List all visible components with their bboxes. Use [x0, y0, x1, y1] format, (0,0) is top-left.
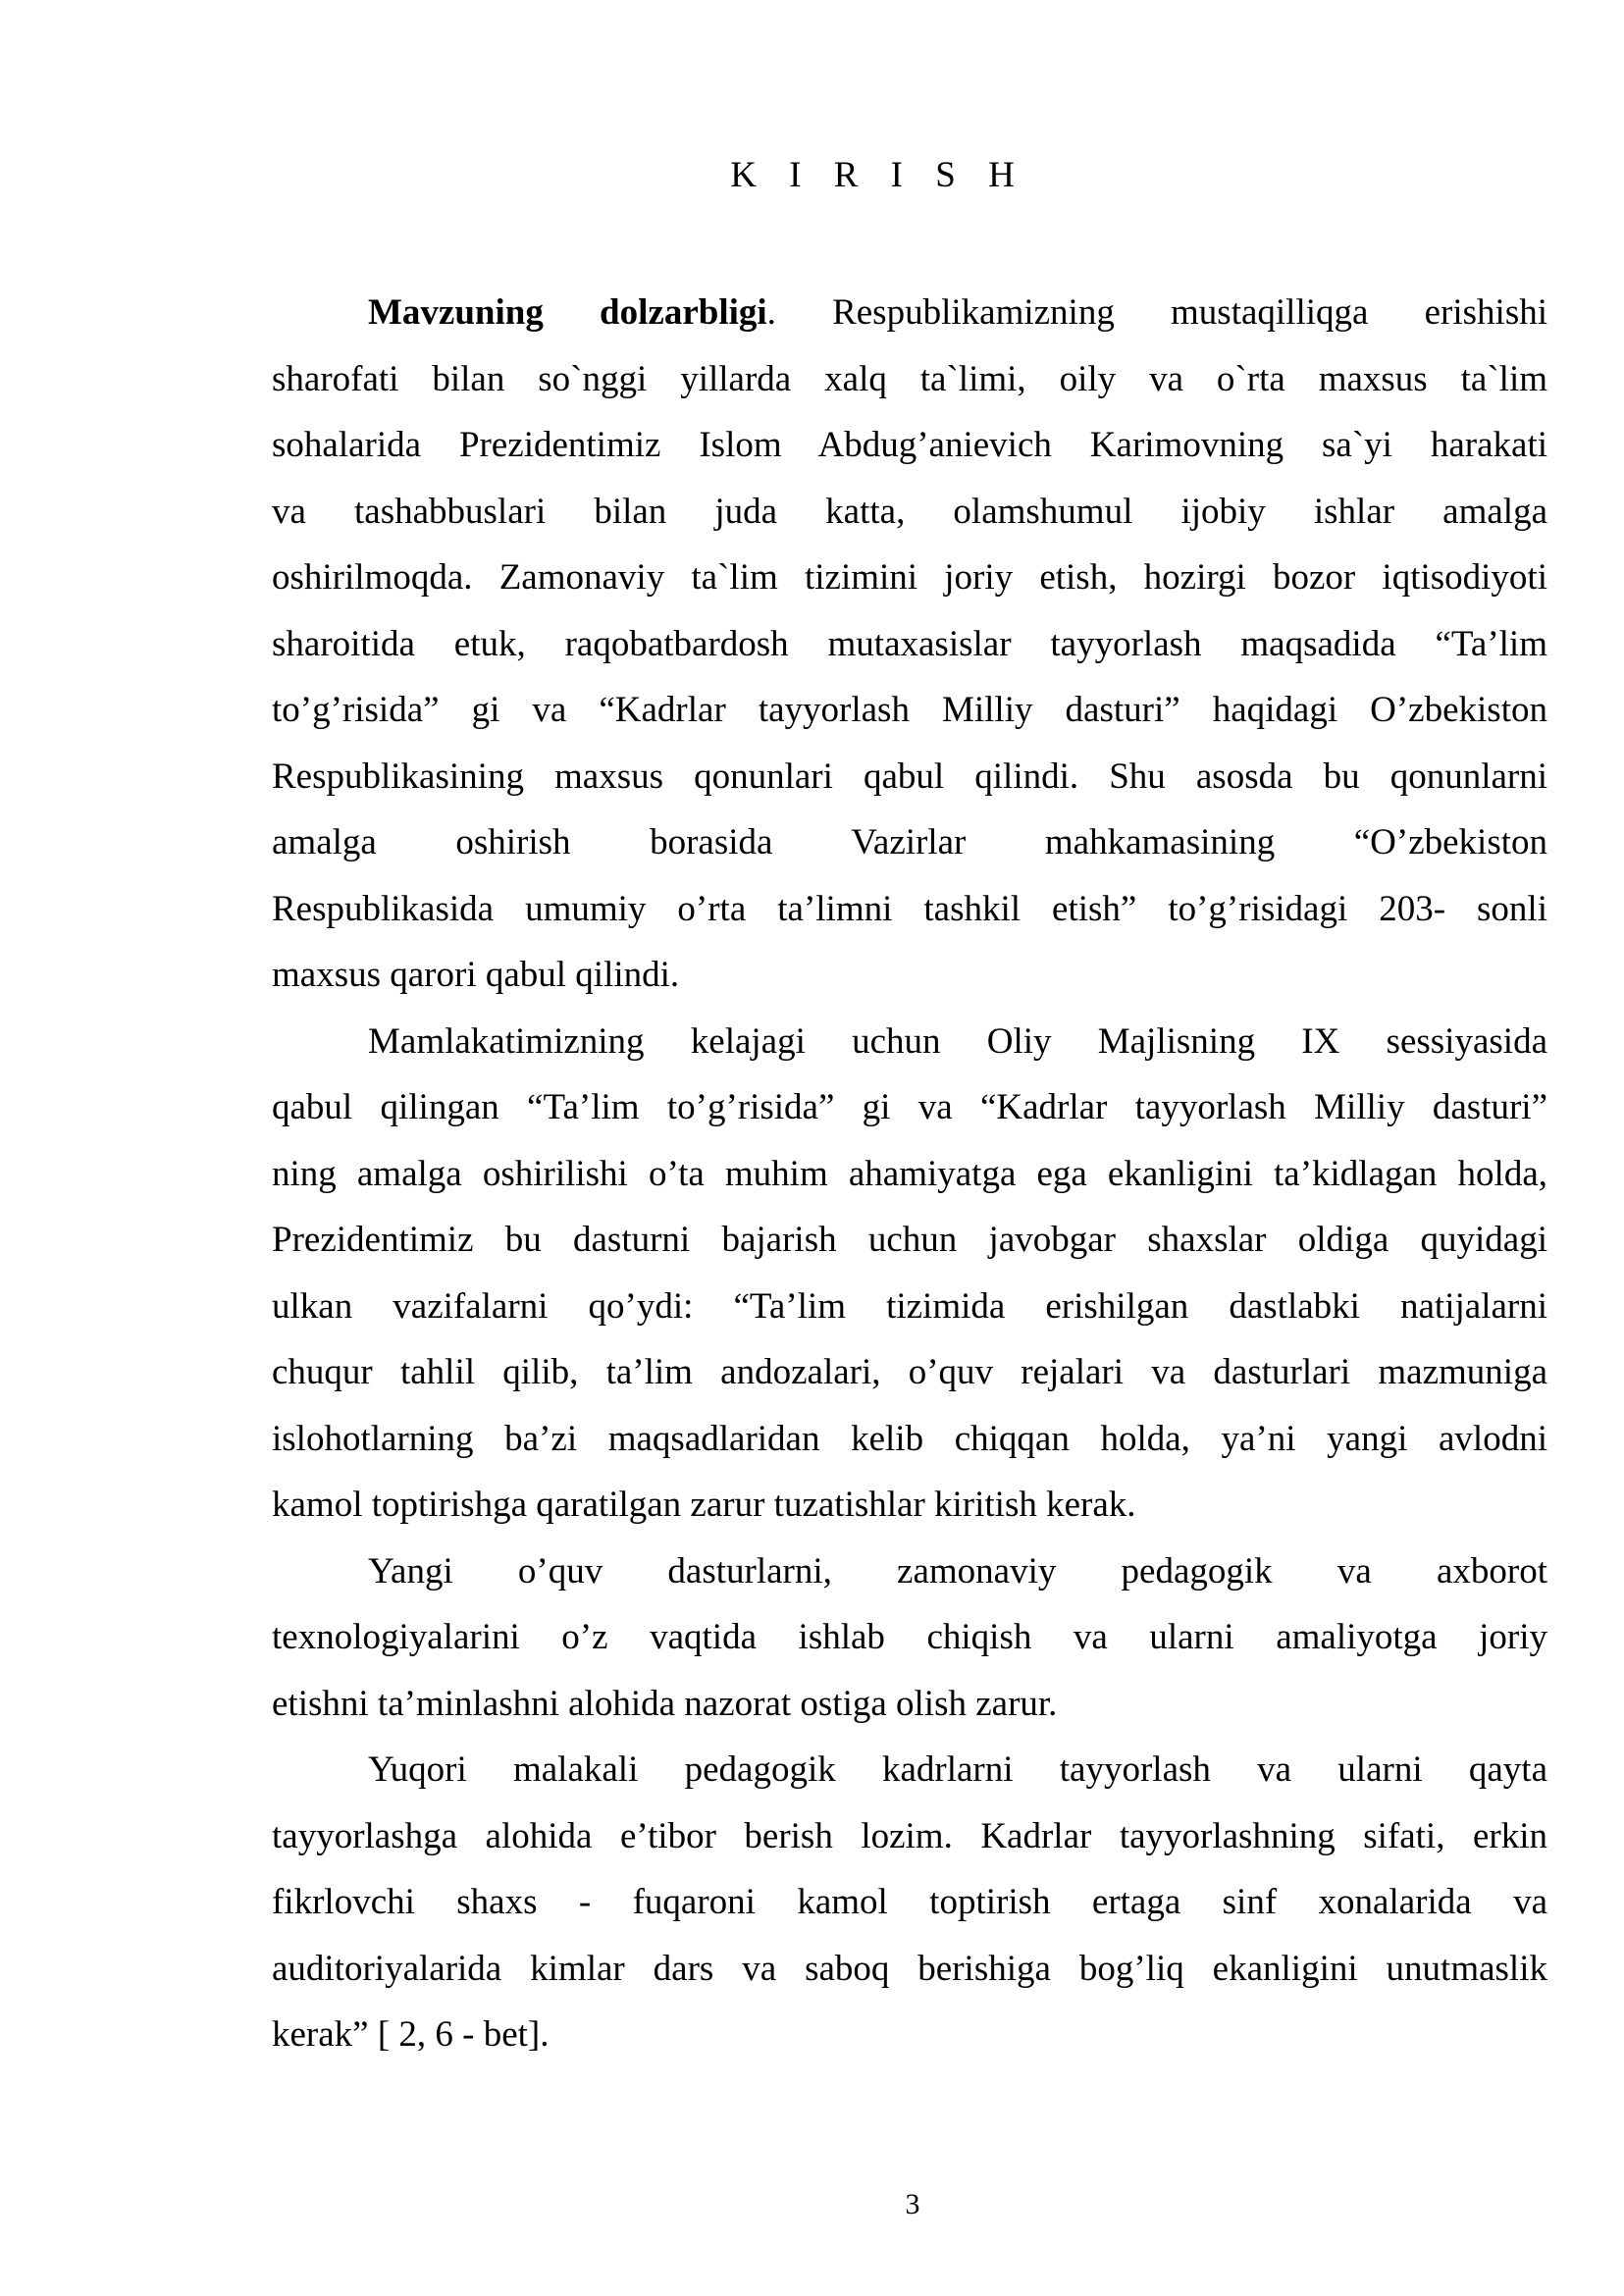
text-line: chuqur tahlil qilib, ta’lim andozalari, o’quv rejalari va dasturlari mazmuniga	[272, 1352, 1547, 1392]
text-line: oshirilmoqda. Zamonaviy ta`lim tizimini joriy etish, hozirgi bozor iqtisodiyoti	[272, 557, 1547, 598]
text-line: ning amalga oshirilishi o’ta muhim ahamiyatga ega ekanligini ta’kidlagan holda,	[272, 1153, 1547, 1194]
text-line: islohotlarning ba’zi maqsadlaridan kelib chiqqan holda, ya’ni yangi avlodni	[272, 1418, 1547, 1459]
text-line: ulkan vazifalarni qo’ydi: “Ta’lim tizimida erishilgan dastlabki natijalarni	[272, 1285, 1547, 1327]
paragraph-2	[272, 1009, 1547, 1539]
text-line: kamol toptirishga qaratilgan zarur tuzatishlar kiritish kerak.	[272, 1485, 1136, 1525]
text-line: amalga oshirish borasida Vazirlar mahkamasining “O’zbekiston	[272, 822, 1547, 862]
text-line: tayyorlashga alohida e’tibor berish lozim. Kadrlar tayyorlashning sifati, erkin	[272, 1815, 1547, 1856]
text-line: sharoitida etuk, raqobatbardosh mutaxasislar tayyorlash maqsadida “Ta’lim	[272, 623, 1547, 664]
text-line: Mamlakatimizning kelajagi uchun Oliy Majlisning IX sessiyasida	[368, 1020, 1547, 1062]
text-line: etishni ta’minlashni alohida nazorat ostiga olish zarur.	[272, 1683, 1058, 1724]
text-line: qabul qilingan “Ta’lim to’g’risida” gi va “Kadrlar tayyorlash Milliy dasturi”	[272, 1087, 1547, 1127]
text-line: Prezidentimiz bu dasturni bajarish uchun javobgar shaxslar oldiga quyidagi	[272, 1220, 1547, 1260]
page-number: 3	[905, 2188, 920, 2220]
paragraph-3	[272, 1539, 1547, 1738]
document-body	[272, 280, 1547, 2068]
paragraph-1	[272, 280, 1547, 1009]
text-line: fikrlovchi shaxs - fuqaroni kamol toptirish ertaga sinf xonalarida va	[272, 1882, 1547, 1922]
text-line: maxsus qarori qabul qilindi.	[272, 955, 680, 995]
text-line: sharofati bilan so`nggi yillarda xalq ta`limi, oily va o`rta maxsus ta`lim	[272, 358, 1547, 399]
text-line	[272, 280, 1547, 346]
text-line: Respublikasining maxsus qonunlari qabul qilindi. Shu asosda bu qonunlarni	[272, 756, 1547, 797]
text-line: to’g’risida” gi va “Kadrlar tayyorlash Milliy dasturi” haqidagi O’zbekiston	[272, 690, 1547, 730]
text-line: auditoriyalarida kimlar dars va saboq berishiga bog’liq ekanligini unutmaslik	[272, 1948, 1547, 1989]
text-line: va tashabbuslari bilan juda katta, olamshumul ijobiy ishlar amalga	[272, 491, 1547, 532]
bold-heading: Mavzuning dolzarbligi	[368, 292, 767, 333]
text-line: Yangi o’quv dasturlarni, zamonaviy pedagogik va axborot	[368, 1550, 1547, 1592]
text-line: Respublikasida umumiy o’rta ta’limni tashkil etish” to’g’risidagi 203- sonli	[272, 888, 1547, 929]
text-line: sohalarida Prezidentimiz Islom Abdug’anievich Karimovning sa`yi harakati	[272, 425, 1547, 465]
line-text: . Respublikamizning mustaqilliqga erishishi	[766, 292, 1547, 333]
page-title: K I R I S H	[730, 155, 1026, 195]
text-line: kerak” [ 2, 6 - bet].	[272, 2014, 550, 2055]
text-line: texnologiyalarini o’z vaqtida ishlab chiqish va ularni amaliyotga joriy	[272, 1617, 1547, 1657]
text-line: Yuqori malakali pedagogik kadrlarni tayyorlash va ularni qayta	[368, 1749, 1547, 1790]
paragraph-4	[272, 1737, 1547, 2068]
